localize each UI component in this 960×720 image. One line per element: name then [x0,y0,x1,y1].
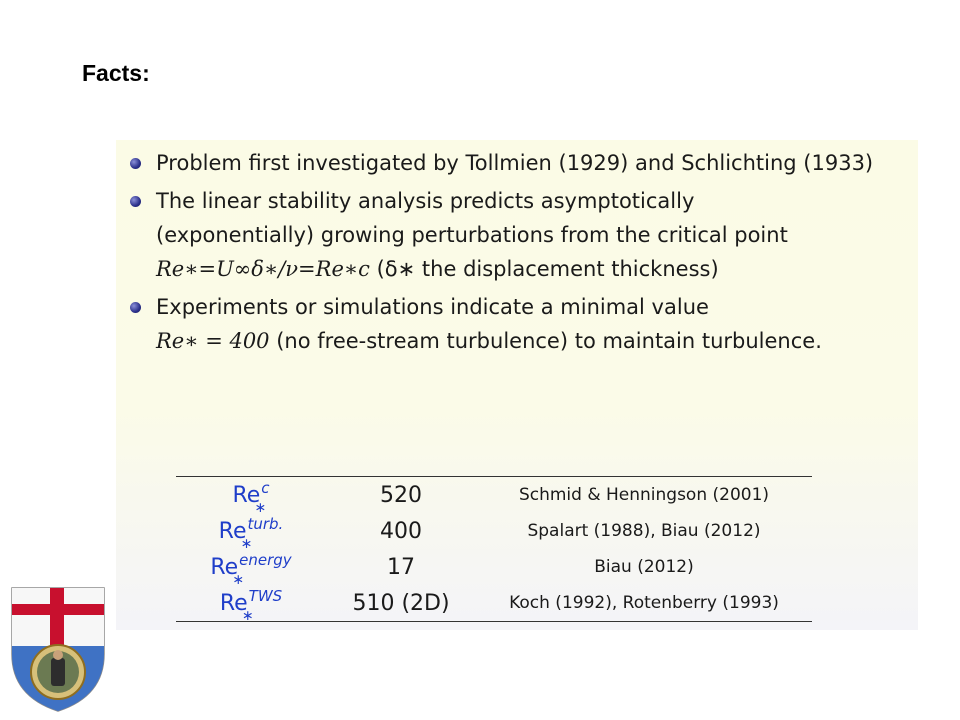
university-crest-icon [6,584,110,714]
bullet-dot-icon [130,196,141,207]
slide-title: Facts: [82,60,150,86]
table-row [176,549,812,585]
reference-cell: Schmid & Henningson (2001) [518,485,770,505]
symbol-cell: $Re^{energy}$ ∗ [210,550,292,588]
reference-cell: Koch (1992), Rotenberry (1993) [509,593,779,613]
content-panel [116,140,918,630]
bullet-text: Problem first investigated by Tollmien (1929) and Schlichting (1933) [156,151,874,175]
critical-reynolds-formula: Re∗=U∞δ∗/ν=Re∗c [156,257,370,281]
bullet-text-line: (exponentially) growing perturbations from the critical point [156,223,788,247]
value-cell: 17 [387,554,415,580]
formula-line [156,252,906,286]
reference-cell: Biau (2012) [594,557,694,577]
table-row [176,585,812,622]
bullet-list [130,146,906,362]
table-row [176,477,812,514]
bullet-item [130,290,906,358]
bullet-text-tail: (δ∗ the displacement thickness) [369,257,719,281]
reference-cell: Spalart (1988), Biau (2012) [527,521,761,541]
reynolds-table [176,476,812,622]
bullet-text-tail: (no free-stream turbulence) to maintain turbulence. [269,329,822,353]
bullet-dot-icon [130,158,141,169]
value-cell: 400 [380,518,422,544]
symbol-cell: $Re^{TWS}$ ∗ [219,586,283,624]
formula-line [156,324,906,358]
bullet-text-line: The linear stability analysis predicts asymptotically [156,189,695,213]
bullet-text-line: Experiments or simulations indicate a minimal value [156,295,709,319]
bullet-item [130,146,906,180]
bullet-dot-icon [130,302,141,313]
symbol-cell: Re$^c$ ∗ [232,478,270,516]
bullet-item [130,184,906,286]
table-row [176,513,812,549]
value-cell: 510 (2D) [352,590,450,616]
value-cell: 520 [380,482,422,508]
minimal-reynolds-formula: Re∗ = 400 [156,329,270,353]
symbol-cell: $Re^{turb.}$ ∗ [218,514,284,552]
